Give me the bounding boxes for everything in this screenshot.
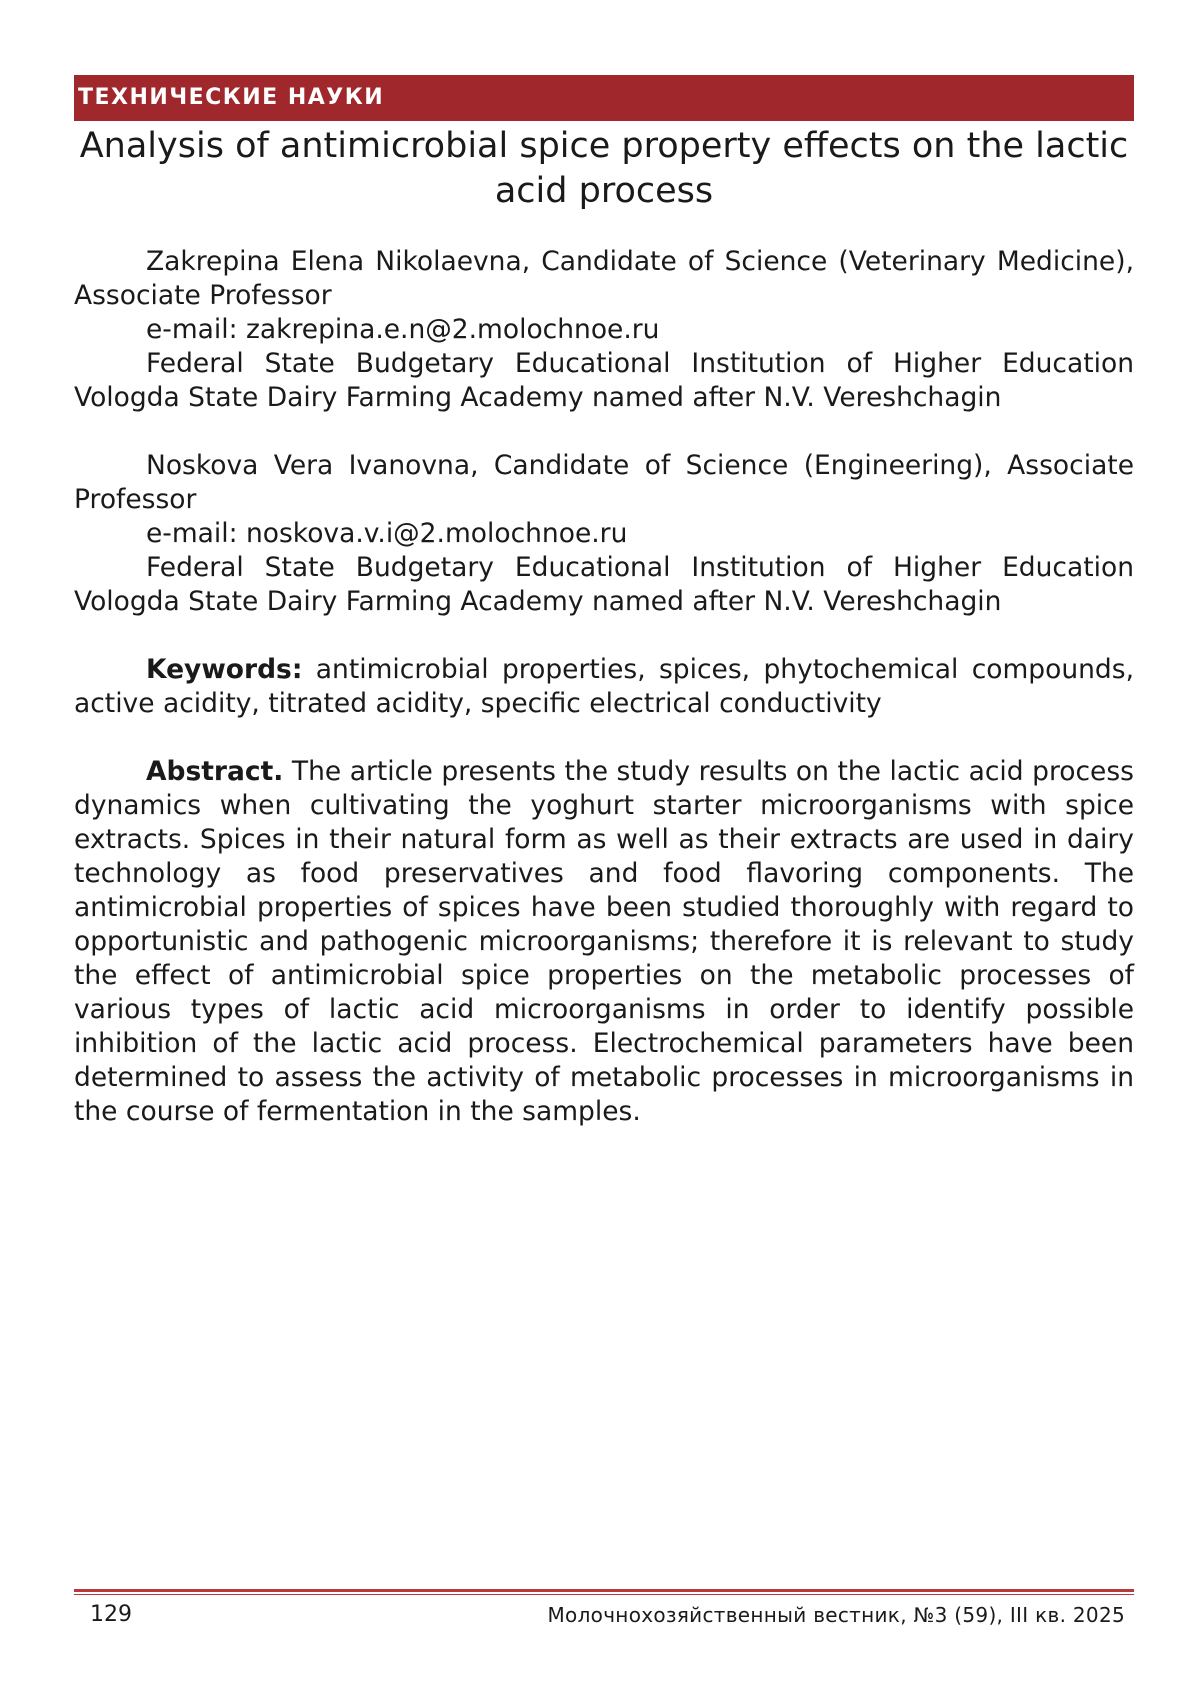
article-title: Analysis of antimicrobial spice property effects on the lactic acid process bbox=[79, 126, 1129, 211]
footer-rule bbox=[74, 1589, 1134, 1592]
keywords-label: Keywords: bbox=[146, 654, 303, 685]
keywords-paragraph bbox=[74, 653, 1134, 721]
page-number: 129 bbox=[90, 1602, 132, 1627]
keywords-text: antimicrobial properties, spices, phytochemical compounds, active acidity, titrated acidity, specific electrical conductivity bbox=[74, 654, 1134, 719]
author-1-name: Zakrepina Elena Nikolaevna, Candidate of Science (Veterinary Medicine), Associate Professor bbox=[74, 246, 1134, 311]
article-body bbox=[74, 245, 1134, 1129]
author-2-name: Noskova Vera Ivanovna, Candidate of Science (Engineering), Associate Professor bbox=[74, 450, 1134, 515]
author-2-affiliation: Federal State Budgetary Educational Institution of Higher Education Vologda State Dairy Farming Academy named after N.V. Vereshchagin bbox=[74, 552, 1134, 617]
abstract-paragraph bbox=[74, 755, 1134, 1129]
author-2-email: e-mail: noskova.v.i@2.molochnoe.ru bbox=[146, 518, 628, 549]
author-1-email: e-mail: zakrepina.e.n@2.molochnoe.ru bbox=[146, 314, 660, 345]
author-1-affiliation: Federal State Budgetary Educational Institution of Higher Education Vologda State Dairy Farming Academy named after N.V. Vereshchagin bbox=[74, 348, 1134, 413]
footer-rule-thin bbox=[74, 1594, 1134, 1595]
section-label: ТЕХНИЧЕСКИЕ НАУКИ bbox=[78, 85, 385, 110]
journal-citation: Молочнохозяйственный вестник, №3 (59), III кв. 2025 bbox=[547, 1603, 1125, 1627]
abstract-label: Abstract. bbox=[146, 756, 284, 787]
abstract-text: The article presents the study results on the lactic acid process dynamics when cultivating the yoghurt starter microorganisms with spice extracts. Spices in their natural form as well as their extracts are used in dairy technology as food preservatives and food flavoring components. The antimicrobial properties of spices have been studied thoroughly with regard to opportunistic and pathogenic microorganisms; therefore it is relevant to study the effect of antimicrobial spice properties on the metabolic processes of various types of lactic acid microorganisms in order to identify possible inhibition of the lactic acid process. Electrochemical parameters have been determined to assess the activity of metabolic processes in microorganisms in the course of fermentation in the samples. bbox=[74, 756, 1134, 1127]
section-banner bbox=[74, 75, 1134, 121]
